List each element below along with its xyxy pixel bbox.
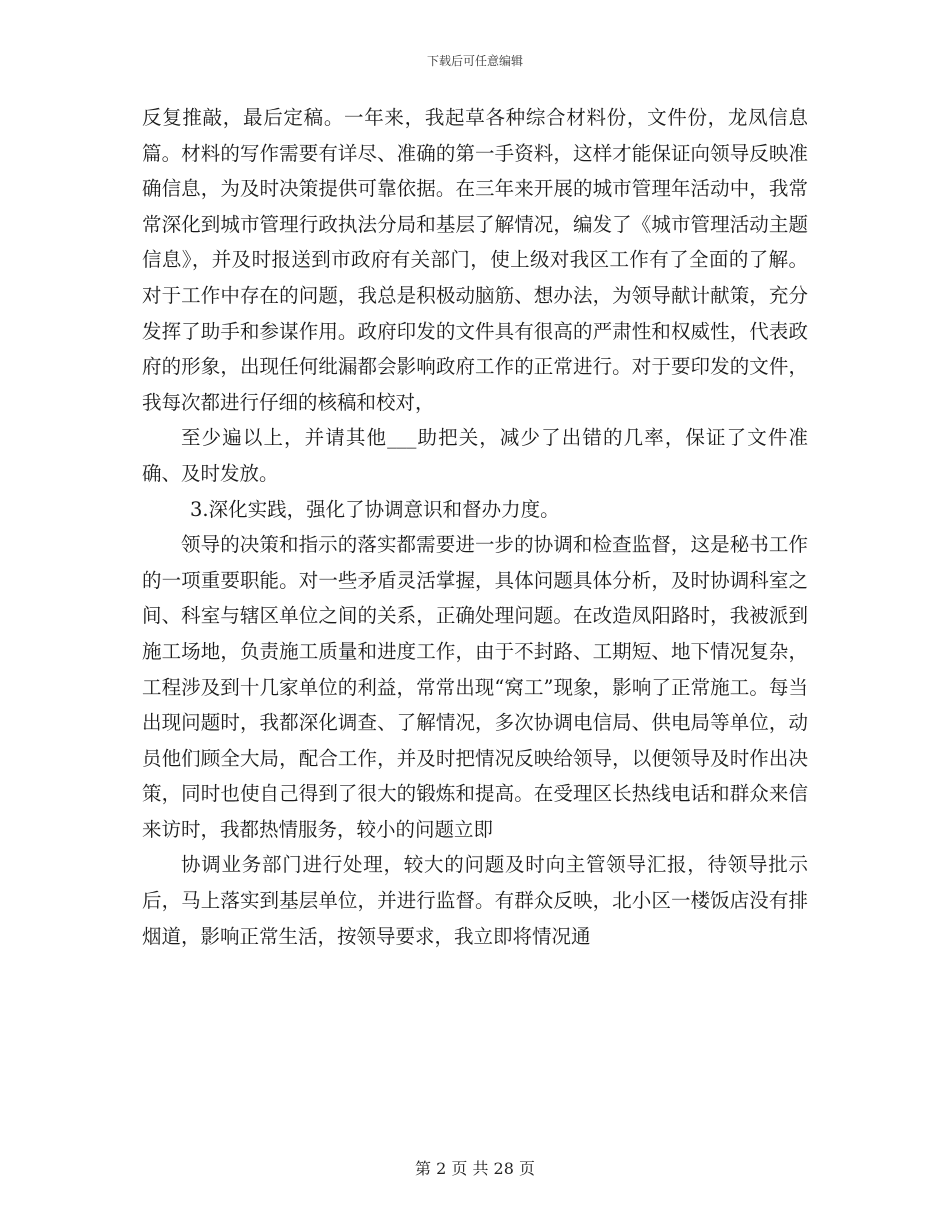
paragraph-2: 至少遍以上，并请其他___助把关，减少了出错的几率，保证了文件准确、及时发放。: [142, 426, 808, 485]
page-number-footer: 第 2 页 共 28 页: [415, 1159, 535, 1178]
paragraph-4: 协调业务部门进行处理，较大的问题及时向主管领导汇报，待领导批示后，马上落实到基层单位，并进行监督。有群众反映，北小区一楼饭店没有排烟道，影响正常生活，按领导要求，我立即将情况通: [142, 853, 808, 948]
paragraph-1: 反复推敲，最后定稿。一年来，我起草各种综合材料份，文件份，龙凤信息篇。材料的写作需要有详尽、准确的第一手资料，这样才能保证向领导反映准确信息，为及时决策提供可靠依据。在三年来开展的城市管理年活动中，我常常深化到城市管理行政执法分局和基层了解情况，编发了《城市管理活动主题信息》，并及时报送到市政府有关部门，使上级对我区工作有了全面的了解。对于工作中存在的问题，我总是积极动脑筋、想办法，为领导献计献策，充分发挥了助手和参谋作用。政府印发的文件具有很高的严肃性和权威性，代表政府的形象，出现任何纰漏都会影响政府工作的正常进行。对于要印发的文件，我每次都进行仔细的核稿和校对，: [142, 106, 808, 414]
section-heading: 3.深化实践，强化了协调意识和督办力度。: [190, 497, 560, 521]
page-header-note: 下载后可任意编辑: [426, 54, 523, 68]
paragraph-3: 领导的决策和指示的落实都需要进一步的协调和检查监督，这是秘书工作的一项重要职能。对一些矛盾灵活掌握，具体问题具体分析，及时协调科室之间、科室与辖区单位之间的关系，正确处理问题。在改造凤阳路时，我被派到施工场地，负责施工质量和进度工作，由于不封路、工期短、地下情况复杂，工程涉及到十几家单位的利益，常常出现“窝工”现象，影响了正常施工。每当出现问题时，我都深化调查、了解情况，多次协调电信局、供电局等单位，动员他们顾全大局，配合工作，并及时把情况反映给领导，以便领导及时作出决策，同时也使自己得到了很大的锻炼和提高。在受理区长热线电话和群众来信来访时，我都热情服务，较小的问题立即: [142, 533, 808, 841]
document-body: [142, 100, 808, 954]
